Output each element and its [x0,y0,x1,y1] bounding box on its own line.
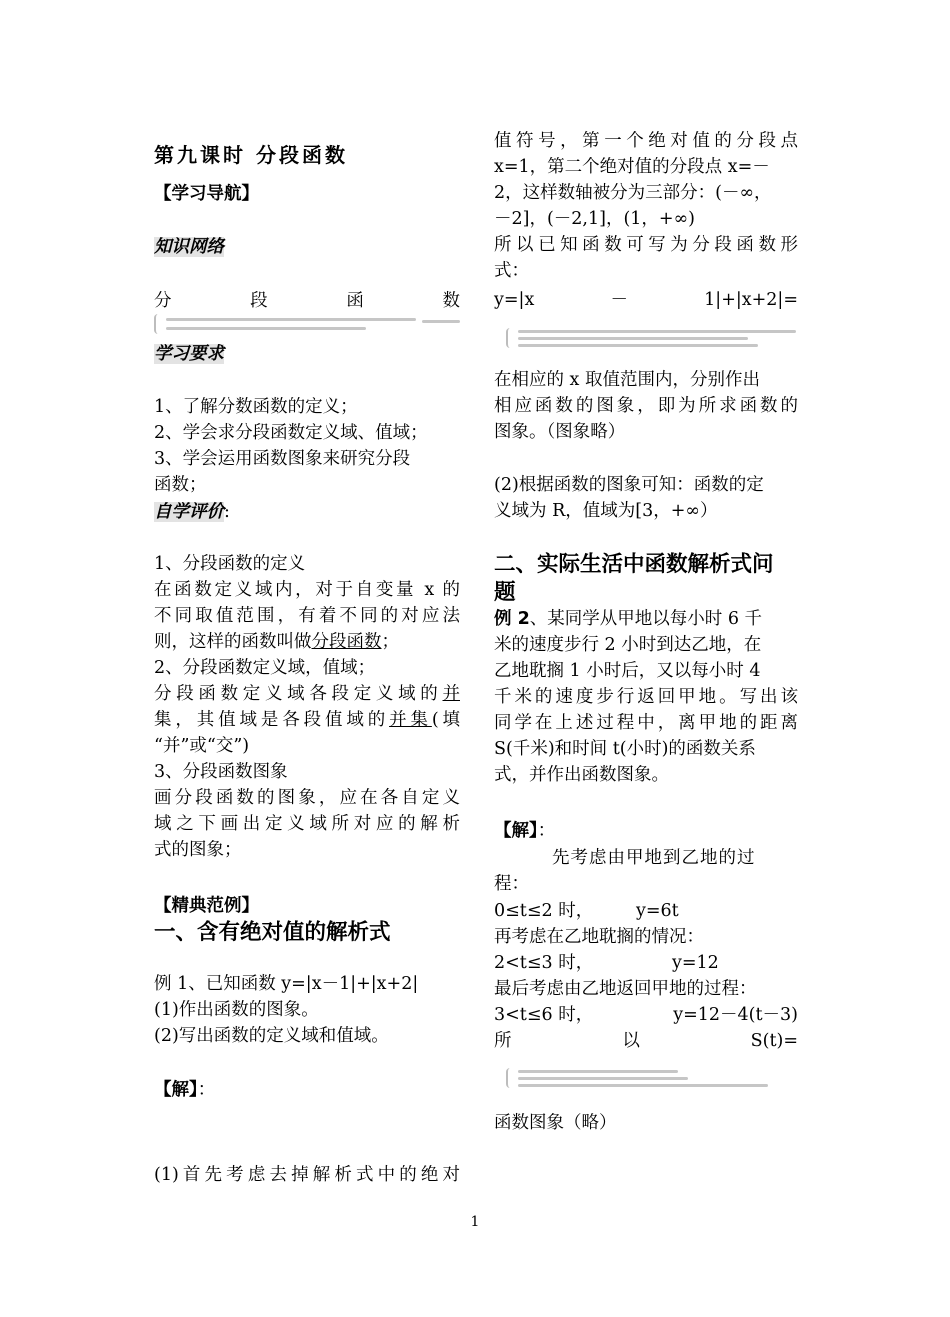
eval-2b: 集，其值域是各段值域的并集(填 [154,710,461,730]
r-line-1: 值符号，第一个绝对值的分段点 [494,131,798,151]
piecewise-formula-image [506,328,798,348]
case-3: 3<t≤6 时， y=12－4(t－3) [494,1005,798,1025]
knowledge-line: 分 段 函 数 [154,291,460,311]
example-2-g: 式，并作出函数图象。 [494,765,669,785]
r-line-11: (2)根据函数的图象可知：函数的定 [494,475,764,495]
eval-2a: 分段函数定义域各段定义域的并 [154,684,460,704]
req-3b: 函数； [154,475,207,495]
eval-3: 3、分段函数图象 [154,762,288,782]
st-formula-image [506,1068,768,1088]
r-line-8: 在相应的 x 取值范围内，分别作出 [494,370,760,390]
r-line-4: －2]，(－2,1]，(1，+∞) [494,209,695,229]
self-eval-heading: 自学评价 [154,502,224,522]
example-2-e: 同学在上述过程中，离甲地的距离 [494,713,798,733]
graph-note: 函数图象（略） [494,1113,617,1133]
eval-1a: 在函数定义域内，对于自变量 x 的 [154,580,460,600]
example-2-f: S(千米)和时间 t(小时)的函数关系 [494,739,756,759]
r-line-10: 图象。（图象略） [494,422,626,442]
eval-2: 2、分段函数定义域，值域； [154,658,376,678]
lesson-title: 第九课时 分段函数 [154,143,348,167]
solution-2-label: 【解】： [494,821,556,841]
case-1: 0≤t≤2 时， y=6t [494,901,679,921]
section-1-heading: 一、含有绝对值的解析式 [154,920,391,945]
guide-heading: 【学习导航】 [154,184,259,204]
s2-line-4: 最后考虑由乙地返回甲地的过程： [494,979,757,999]
eval-3b: 域之下画出定义域所对应的解析 [154,814,460,834]
req-1: 1、了解分数函数的定义； [154,397,358,417]
case-2: 2<t≤3 时， y=12 [494,953,719,973]
r-line-12: 义域为 R，值域为[3，+∞） [494,501,718,521]
requirements-heading: 学习要求 [154,344,224,364]
eval-3c: 式的图象； [154,840,242,860]
example-1-part-2: (2)写出函数的定义域和值域。 [154,1026,389,1046]
example-2-b: 米的速度步行 2 小时到达乙地，在 [494,635,762,655]
example-2-c: 乙地耽搁 1 小时后，又以每小时 4 [494,661,761,681]
section-2-heading-b: 题 [494,580,516,605]
r-line-3: 2，这样数轴被分为三部分：(－∞， [494,183,772,203]
eval-3a: 画分段函数的图象，应在各自定义 [154,788,460,808]
req-2: 2、学会求分段函数定义域、值域； [154,423,428,443]
example-1: 例 1、已知函数 y=|x－1|+|x+2| [154,974,419,994]
s2-line-2: 程： [494,874,529,894]
eval-1b: 不同取值范围，有着不同的对应法 [154,606,460,626]
example-2-a: 例 2、某同学从甲地以每小时 6 千 [494,609,763,629]
knowledge-formula-image [154,314,460,334]
page-number: 1 [470,1214,480,1230]
eval-1c: 则，这样的函数叫做分段函数； [154,632,399,652]
r-line-6: 式： [494,261,529,281]
examples-heading: 【精典范例】 [154,896,259,916]
r-line-7: y=|x － 1|+|x+2|= [494,290,798,310]
section-2-heading-a: 二、实际生活中函数解析式问 [494,552,774,577]
knowledge-heading: 知识网络 [154,237,224,257]
solution-1: (1)首先考虑去掉解析式中的绝对 [154,1165,460,1185]
example-2-d: 千米的速度步行返回甲地。写出该 [494,687,798,707]
solution-label: 【解】： [154,1080,216,1100]
r-line-2: x=1，第二个绝对值的分段点 x=－ [494,157,770,177]
so-line: 所 以 S(t)= [494,1031,798,1051]
r-line-9: 相应函数的图象，即为所求函数的 [494,396,798,416]
s2-line-3: 再考虑在乙地耽搁的情况： [494,927,704,947]
example-1-part-1: (1)作出函数的图象。 [154,1000,319,1020]
r-line-5: 所以已知函数可写为分段函数形 [494,235,798,255]
s2-line-1: 先考虑由甲地到乙地的过 [552,848,756,868]
req-3a: 3、学会运用函数图象来研究分段 [154,449,411,469]
eval-1: 1、分段函数的定义 [154,554,306,574]
eval-2c: “并”或“交”) [154,736,250,756]
